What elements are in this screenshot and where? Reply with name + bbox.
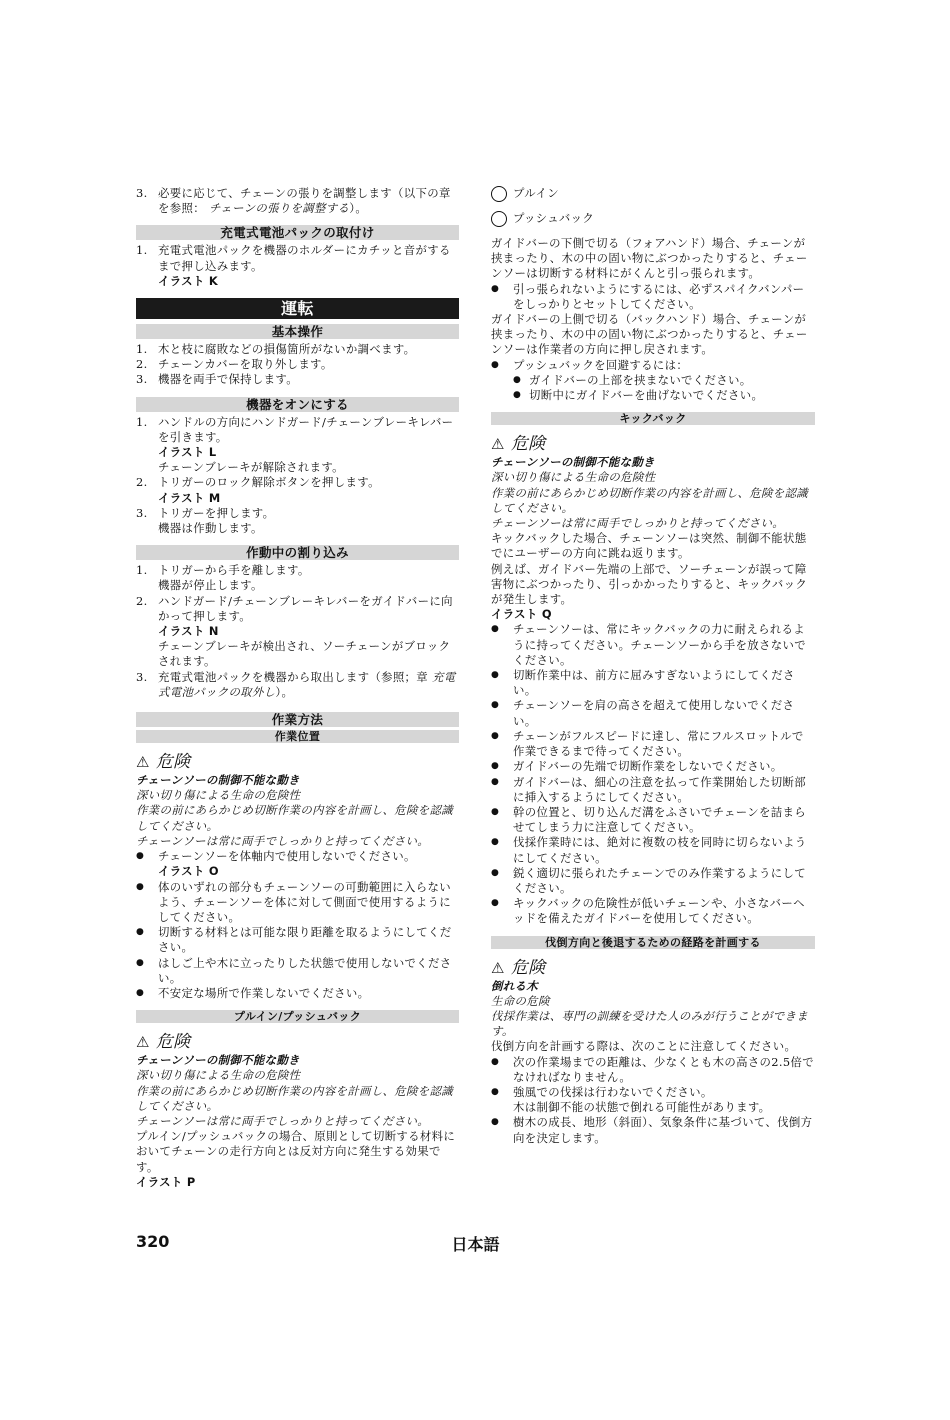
warning-triangle-icon: ⚠ xyxy=(136,1033,150,1052)
bullet-icon: ● xyxy=(491,806,500,817)
result-text: 機器が停止します。 xyxy=(158,578,263,593)
bullet-icon: ● xyxy=(491,837,500,848)
section-heading: 充電式電池パックの取付け xyxy=(136,225,459,240)
illustration-ref: イラスト K xyxy=(158,273,219,288)
bullet-icon: ● xyxy=(491,730,500,741)
bullet-item: ● チェーンソーは、常にキックバックの力に耐えられるように持ってください。チェーンソーから手を放さないでください。 xyxy=(491,622,806,667)
bullet-item: ● 次の作業場までの距離は、少なくとも木の高さの2.5倍でなければなりません。 xyxy=(491,1054,814,1084)
illustration-ref: イラスト M xyxy=(158,490,221,505)
bullet-item: ● ガイドバーの先端で切断作業をしないでください。 xyxy=(491,759,783,774)
danger-text: 深い切り傷による生命の危険性 xyxy=(491,470,656,485)
warning-triangle-icon: ⚠ xyxy=(491,435,505,454)
illustration-ref: イラスト O xyxy=(158,864,219,879)
bullet-icon: ● xyxy=(491,1086,500,1097)
language-label: 日本語 xyxy=(451,1235,500,1254)
subsection-heading: 伐倒方向と後退するための経路を計画する xyxy=(491,936,815,949)
circle-marker-icon xyxy=(491,186,507,202)
bullet-item: ● 樹木の成長、地形（斜面）、気象条件に基づいて、伐倒方向を決定します。 xyxy=(491,1115,813,1145)
left-column xyxy=(136,186,459,1190)
item-text: 必要に応じて、チェーンの張りを調整します（以下の章を参照： チェーンの張りを調整する）。 xyxy=(158,186,451,216)
danger-title: チェーンソーの制御不能な動き xyxy=(136,773,300,788)
warning-triangle-icon: ⚠ xyxy=(491,958,505,977)
list-item: 2. トリガーのロック解除ボタンを押します。 xyxy=(136,475,380,490)
bullet-icon: ● xyxy=(491,283,500,294)
section-heading: 作動中の割り込み xyxy=(136,545,459,560)
result-text: 機器は作動します。 xyxy=(158,521,263,536)
danger-heading: ⚠ 危険 xyxy=(136,752,191,773)
paragraph: プルイン/プッシュバックの場合、原則として切断する材料においてチェーンの走行方向とは反対方向に発生する効果です。 xyxy=(136,1129,456,1174)
item-number: 3. xyxy=(136,186,148,200)
warning-triangle-icon: ⚠ xyxy=(136,753,150,772)
bullet-icon: ● xyxy=(491,898,500,909)
bullet-item: ● 切断作業中は、前方に屈みすぎないようにしてください。 xyxy=(491,668,795,698)
list-item: 1. トリガーから手を離します。 xyxy=(136,563,310,578)
danger-text: チェーンソーは常に両手でしっかりと持ってください。 xyxy=(491,516,784,531)
circle-marker-icon xyxy=(491,211,507,227)
bullet-icon: ● xyxy=(491,1117,500,1128)
chapter-title: 運転 xyxy=(136,298,459,319)
subsection-heading: プルイン/プッシュバック xyxy=(136,1010,459,1023)
bullet-item: ● 幹の位置と、切り込んだ溝をふさいでチェーンを詰まらせてしまう力に注意してください。 xyxy=(491,804,806,835)
result-text: チェーンブレーキが解除されます。 xyxy=(158,460,344,475)
legend-item: プッシュバック xyxy=(491,211,815,227)
bullet-item: ● プッシュバックを回避するには： xyxy=(491,357,689,372)
bullet-item: ● 伐採作業時には、絶対に複数の枝を同時に切らないようにしてください。 xyxy=(491,835,807,865)
bullet-item: ● チェーンソーを体軸内で使用しないでください。 xyxy=(136,849,416,864)
bullet-item: ● チェーンソーを肩の高さを超えて使用しないでください。 xyxy=(491,698,795,728)
paragraph: ガイドバーの下側で切る（フォアハンド）場合、チェーンが挟まったり、木の中の固い物にぶつかったりすると、チェーンソーは切断する材料にがくんと引っ張られます。 xyxy=(491,236,808,281)
result-text: チェーンブレーキが検出され、ソーチェーンがブロックされます。 xyxy=(158,639,451,669)
bullet-item: ● はしご上や木に立ったりした状態で使用しないでください。 xyxy=(136,955,452,985)
bullet-icon: ● xyxy=(491,761,500,772)
cross-reference: 充電式電池パックの取外し xyxy=(158,669,456,699)
danger-text: 作業の前にあらかじめ切断作業の内容を計画し、危険を認識してください。 xyxy=(136,803,453,833)
list-item: 2. ハンドガード/チェーンブレーキレバーをガイドバーに向かって押します。 xyxy=(136,593,453,623)
bullet-icon: ● xyxy=(513,390,522,401)
danger-text: 深い切り傷による生命の危険性 xyxy=(136,1068,301,1083)
paragraph: ガイドバーの上側で切る（バックハンド）場合、チェーンが挟まったり、木の中の固い物にぶつかったりすると、チェーンソーは作業者の方向に押し戻されます。 xyxy=(491,312,808,357)
subsection-heading: キックバック xyxy=(491,412,815,425)
list-item xyxy=(136,186,459,216)
danger-text: チェーンソーは常に両手でしっかりと持ってください。 xyxy=(136,1113,429,1128)
danger-text: 伐採作業は、専門の訓練を受けた人のみが行うことができます。 xyxy=(491,1008,808,1039)
illustration-ref: イラスト L xyxy=(158,445,217,460)
section-heading: 基本操作 xyxy=(136,324,459,339)
bullet-icon: ● xyxy=(491,359,500,370)
bullet-icon: ● xyxy=(491,1056,500,1067)
bullet-item: ● 不安定な場所で作業しないでください。 xyxy=(136,985,370,1000)
danger-title: チェーンソーの制御不能な動き xyxy=(491,455,655,470)
paragraph: 伐倒方向を計画する際は、次のことに注意してください。 xyxy=(491,1039,797,1054)
list-item: 2. チェーンカバーを取り外します。 xyxy=(136,357,333,372)
bullet-item: ● チェーンがフルスピードに達し、常にフルスロットルで作業できるまで待ってください。 xyxy=(491,728,804,759)
bullet-icon: ● xyxy=(136,881,145,892)
bullet-item: ● ガイドバーは、細心の注意を払って作業開始した切断部に挿入するようにしてください。 xyxy=(491,774,806,804)
list-item: 3. 機器を両手で保持します。 xyxy=(136,372,298,387)
list-item: 1. ハンドルの方向にハンドガード/チェーンブレーキレバーを引きます。 xyxy=(136,414,454,444)
bullet-item: ● 体のいずれの部分もチェーンソーの可動範囲に入らないよう、チェーンソーを体に対して側面で使用するようにしてください。 xyxy=(136,879,451,924)
bullet-icon: ● xyxy=(136,851,145,862)
paragraph: キックバックした場合、チェーンソーは突然、制御不能状態でにユーザーの方向に跳ね返ります。 xyxy=(491,531,807,561)
danger-title: 倒れる木 xyxy=(491,978,538,993)
bullet-icon: ● xyxy=(491,670,500,681)
sub-bullet-item: ● 切断中にガイドバーを曲げないでください。 xyxy=(513,388,764,403)
danger-text: 生命の危険 xyxy=(491,993,550,1008)
danger-text: 作業の前にあらかじめ切断作業の内容を計画し、危険を認識してください。 xyxy=(491,485,808,515)
danger-text: 作業の前にあらかじめ切断作業の内容を計画し、危険を認識してください。 xyxy=(136,1083,453,1113)
page-number: 320 xyxy=(136,1232,170,1251)
legend-item: プルイン xyxy=(491,186,815,202)
bullet-icon: ● xyxy=(491,624,500,635)
list-item: 3. 充電式電池パックを機器から取出します（参照；章 充電式電池パックの取外し）。 xyxy=(136,669,456,699)
section-heading: 作業方法 xyxy=(136,712,459,727)
bullet-icon: ● xyxy=(136,957,145,968)
list-item: 1. 充電式電池パックを機器のホルダーにカチッと音がするまで押し込みます。 xyxy=(136,243,451,273)
danger-title: チェーンソーの制御不能な動き xyxy=(136,1053,300,1068)
bullet-icon: ● xyxy=(513,374,522,385)
danger-heading: ⚠ 危険 xyxy=(491,957,546,978)
bullet-icon: ● xyxy=(491,867,500,878)
paragraph: 例えば、ガイドバー先端の上部で、ソーチェーンが誤って障害物にぶつかったり、引っかかったりすると、キックバックが発生します。 xyxy=(491,561,808,607)
danger-text: 深い切り傷による生命の危険性 xyxy=(136,788,301,803)
danger-heading: ⚠ 危険 xyxy=(136,1032,191,1053)
result-text: 木は制御不能の状態で倒れる可能性があります。 xyxy=(513,1100,771,1115)
bullet-icon: ● xyxy=(136,987,145,998)
illustration-ref: イラスト Q xyxy=(491,607,552,622)
bullet-icon: ● xyxy=(136,927,145,938)
danger-text: チェーンソーは常に両手でしっかりと持ってください。 xyxy=(136,833,429,848)
cross-reference: チェーンの張りを調整する xyxy=(208,201,350,216)
bullet-item: ● 鋭く適切に張られたチェーンでのみ作業するようにしてください。 xyxy=(491,865,806,895)
right-column xyxy=(491,186,815,1146)
list-item: 1. 木と枝に腐敗などの損傷箇所がないか調べます。 xyxy=(136,342,416,357)
bullet-item: ● 引っ張られないようにするには、必ずスパイクバンパーをしっかりとセットしてください。 xyxy=(491,281,805,311)
subsection-heading: 作業位置 xyxy=(136,730,459,743)
illustration-ref: イラスト N xyxy=(158,624,219,639)
illustration-ref: イラスト P xyxy=(136,1174,196,1189)
section-heading: 機器をオンにする xyxy=(136,397,459,412)
bullet-item: ● 強風での伐採は行わないでください。 xyxy=(491,1084,713,1099)
list-item: 3. トリガーを押します。 xyxy=(136,505,275,520)
sub-bullet-item: ● ガイドバーの上部を挟まないでください。 xyxy=(513,372,752,387)
danger-heading: ⚠ 危険 xyxy=(491,434,546,455)
bullet-icon: ● xyxy=(491,776,500,787)
bullet-item: ● 切断する材料とは可能な限り距離を取るようにしてください。 xyxy=(136,925,452,955)
bullet-icon: ● xyxy=(491,700,500,711)
bullet-item: ● キックバックの危険性が低いチェーンや、小さなバーヘッドを備えたガイドバーを使用してください。 xyxy=(491,896,805,926)
